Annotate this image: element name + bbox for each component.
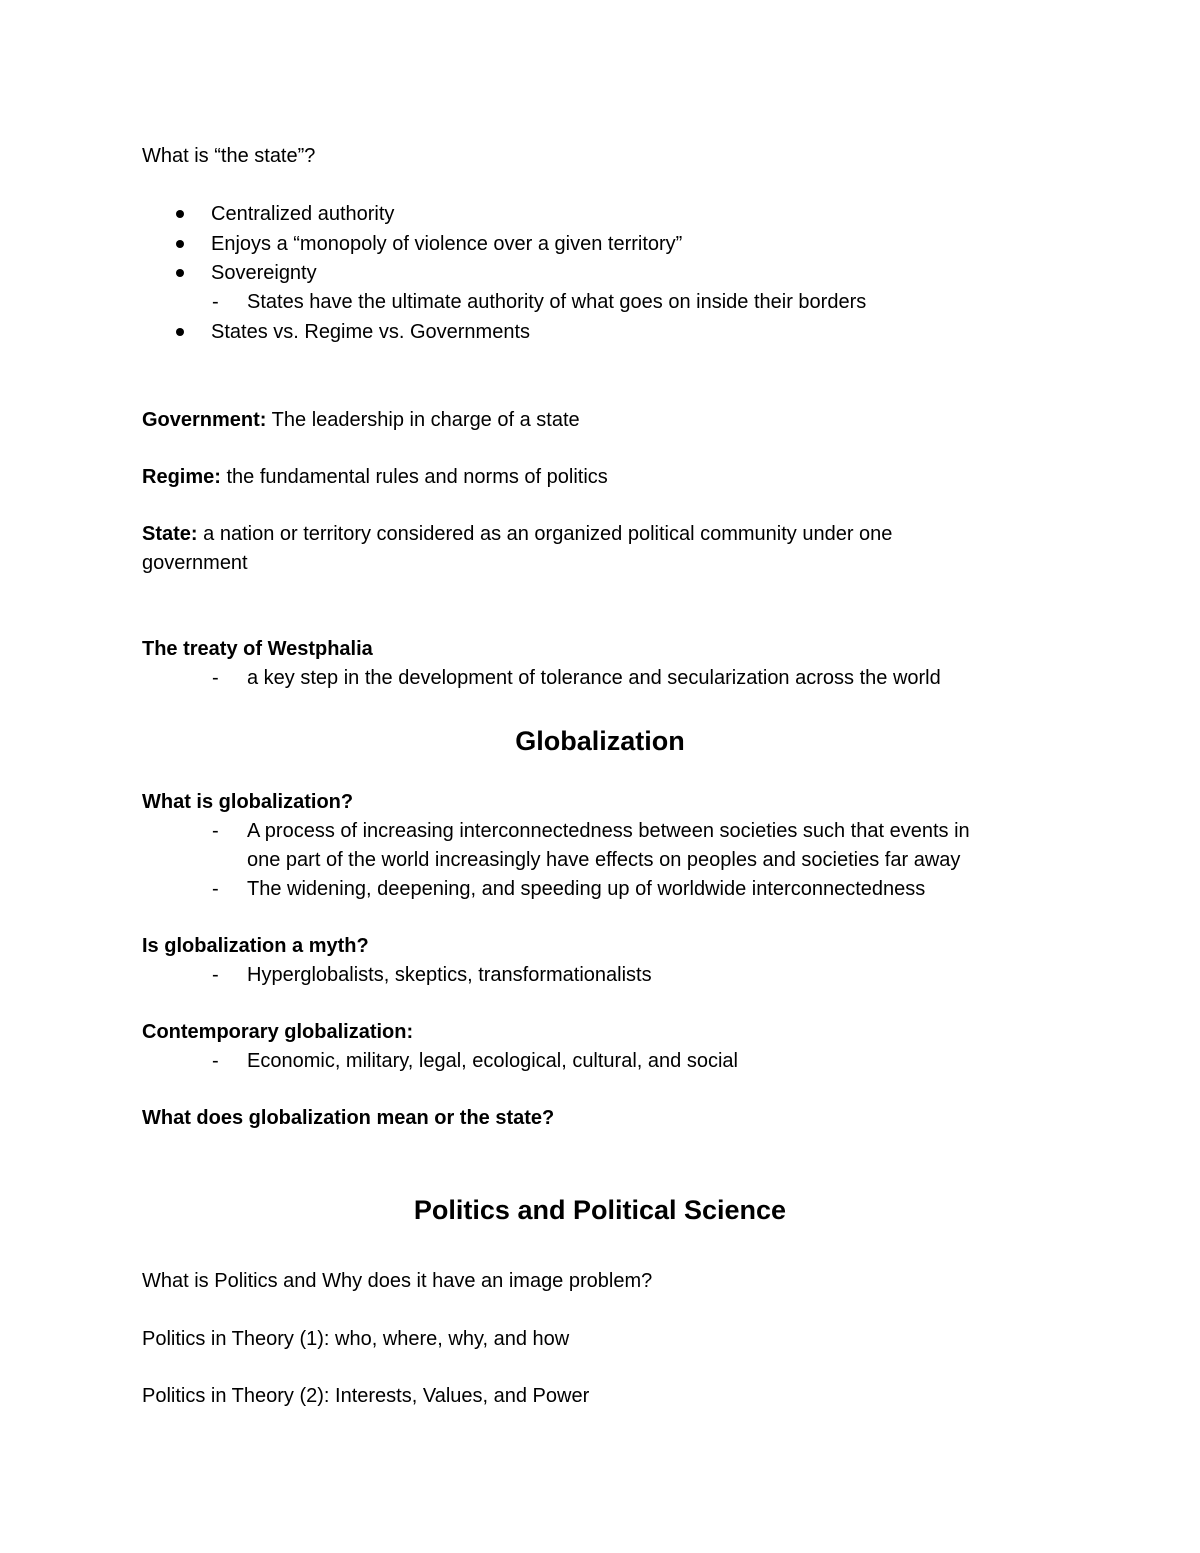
dash-marker: - [212, 820, 219, 842]
globalization-point: Hyperglobalists, skeptics, transformationalists [247, 964, 652, 986]
globalization-question: What does globalization mean or the state? [142, 1107, 555, 1129]
bullet-dot-icon [176, 210, 184, 218]
politics-line: Politics in Theory (1): who, where, why, and how [142, 1328, 570, 1350]
sub-bullet-item: States have the ultimate authority of what goes on inside their borders [247, 291, 867, 313]
bullet-item: States vs. Regime vs. Governments [211, 321, 531, 343]
dash-marker: - [212, 878, 219, 900]
globalization-question: Is globalization a myth? [142, 935, 369, 957]
westphalia-point: a key step in the development of tolerance and secularization across the world [247, 667, 941, 689]
definition-text: a nation or territory considered as an organized political community under one [203, 523, 893, 545]
globalization-question: Contemporary globalization: [142, 1021, 414, 1043]
definition-state [142, 520, 892, 548]
definition-text-continued: government [142, 552, 248, 574]
dash-marker: - [212, 667, 219, 689]
dash-marker: - [212, 1050, 219, 1072]
dash-marker: - [212, 291, 219, 313]
bullet-dot-icon [176, 328, 184, 336]
definition-text: the fundamental rules and norms of politics [226, 466, 608, 488]
definition-term: Government: [142, 409, 267, 431]
bullet-item: Enjoys a “monopoly of violence over a given territory” [211, 233, 683, 255]
bullet-item: Centralized authority [211, 203, 395, 225]
section-heading-globalization: Globalization [515, 726, 685, 756]
section-heading-politics: Politics and Political Science [413, 1195, 787, 1225]
globalization-question: What is globalization? [142, 791, 354, 813]
globalization-point: A process of increasing interconnectedness between societies such that events in [247, 820, 970, 842]
globalization-point: Economic, military, legal, ecological, cultural, and social [247, 1050, 738, 1072]
bullet-dot-icon [176, 269, 184, 277]
definition-text: The leadership in charge of a state [271, 409, 580, 431]
westphalia-title: The treaty of Westphalia [142, 638, 373, 660]
politics-line: What is Politics and Why does it have an image problem? [142, 1270, 653, 1292]
definition-term: Regime: [142, 466, 221, 488]
globalization-point-continued: one part of the world increasingly have effects on peoples and societies far away [247, 849, 961, 871]
state-question: What is “the state”? [142, 145, 316, 167]
bullet-item: Sovereignty [211, 262, 317, 284]
definition-term: State: [142, 523, 198, 545]
definition-government [142, 406, 580, 434]
globalization-point: The widening, deepening, and speeding up of worldwide interconnectedness [247, 878, 926, 900]
dash-marker: - [212, 964, 219, 986]
politics-line: Politics in Theory (2): Interests, Values, and Power [142, 1385, 590, 1407]
bullet-dot-icon [176, 240, 184, 248]
definition-regime [142, 463, 608, 491]
